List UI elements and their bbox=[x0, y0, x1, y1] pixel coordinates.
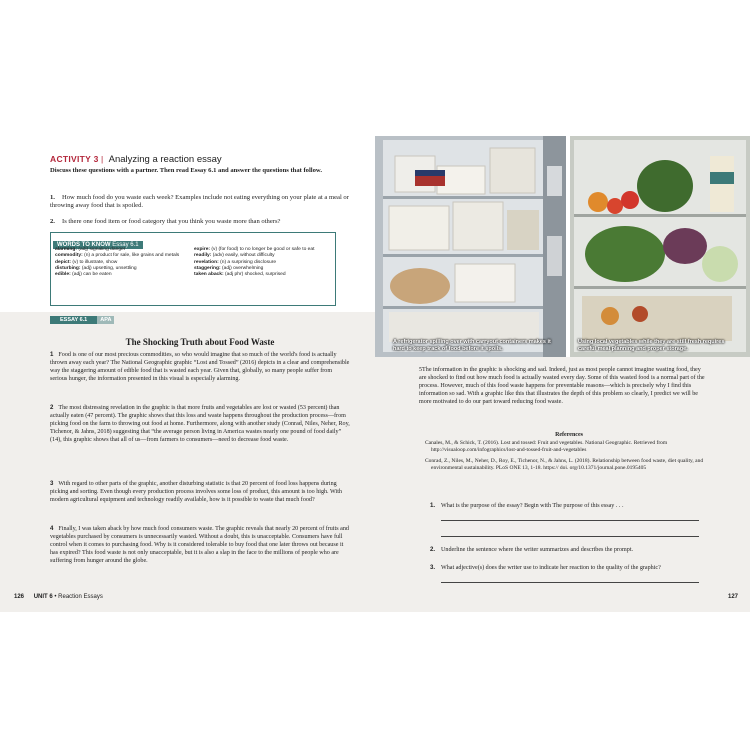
page-number-right: 127 bbox=[727, 594, 738, 600]
word-entry: expire: (v) (for food) to no longer be good or safe to eat bbox=[194, 247, 315, 252]
right-page bbox=[375, 136, 750, 612]
reference-entry: Canales, M., & Schick, T. (2016). Lost and tossed: Fruit and vegetables. National Geographic. Retrieved from http://visualoop.com/infographics/lost-and-tossed-fruit-and-vegetables bbox=[425, 440, 668, 453]
activity-heading: ACTIVITY 3 | Analyzing a reaction essay bbox=[50, 154, 222, 165]
refrigerator-photo-carryout bbox=[375, 136, 566, 357]
essay-paragraph: 3 With regard to other parts of the graphic, another disturbing statistic is that 20 percent of food loss happens during picking and sorting. Even though every production process involves some loss of product, this amount is too high. With modern agricultural equipment and technology readily available, how is it possible to waste that much food? bbox=[50, 480, 342, 504]
unit-label: UNIT 6 bbox=[33, 594, 53, 600]
fridge-image bbox=[375, 136, 566, 357]
page-footer-left bbox=[14, 594, 103, 600]
essay-paragraph: 4 Finally, I was taken aback by how much food consumers waste. The graphic reveals that nearly 20 percent of fruits and vegetables purchased by consumers is unnecessarily wasted. Without a doubt, this is unacceptable. Consumers have full control when it comes to purchasing food. Why is it considered tolerable to buy food that one later throws out because it has expired? This food waste is not only unacceptable, but it is also a slap in the face to the millions of people who are suffering from hunger around the globe. bbox=[50, 525, 349, 565]
word-entry: depict: (v) to illustrate, show bbox=[55, 259, 118, 265]
fridge-vegetables-image bbox=[570, 136, 750, 357]
word-entry: disturbing: (adj) upsetting, unsettling bbox=[55, 265, 137, 271]
word-entry: taken aback: (adj phr) shocked, surprised bbox=[194, 272, 286, 278]
word-entry: commodity: (n) a product for sale, like grains and metals bbox=[55, 253, 180, 259]
comprehension-question: 1. What is the purpose of the essay? Begin with The purpose of this essay . . . bbox=[430, 502, 624, 509]
answer-line[interactable] bbox=[441, 520, 699, 521]
word-entry: revelation: (n) a surprising disclosure bbox=[194, 259, 277, 265]
essay-paragraph: 5The information in the graphic is shocking and sad. Indeed, just as most people cannot imagine wasting food, they are shocked to find out how much food is actually wasted every day. Some of this wasted food is a normal part of the process. However, much of this food waste happens for preventable reasons—which is precisely why I find this information so sad. With a graphic like this that illustrates the depth of this problem so clearly, I predict we will be more motivated to do our part toward reducing food waste. bbox=[419, 367, 705, 406]
essay-paragraph: 1 Food is one of our most precious commodities, so who would imagine that so much of the world's food is actually thrown away each year? The National Geographic graphic “Lost and Tossed” (2016) depicts in a clear and comprehensible way the staggering amount of edible food that is wasted each year. Given that, globally, so many people suffer from serious hunger, the information presented in this visual is especially alarming. bbox=[50, 351, 350, 383]
essay-paragraph: 2 The most distressing revelation in the graphic is that more fruits and vegetables are lost or wasted (53 percent) than actually eaten (47 percent). The graphic shows that this loss and waste happens throughout the production process—from picking food on the farm to throwing out food at home. Furthermore, along with another study (Conrad, Niles, Neher, Roy, Tichenor, & Jahns, 2018) suggesting that “the average person living in America wastes nearly one pound of food daily” (14), this graphic shows that all of us—from farmers to consumers—need to decrease food waste. bbox=[50, 404, 350, 444]
references-title: References bbox=[555, 432, 583, 438]
comprehension-question: 3. What adjective(s) does the writer use to indicate her reaction to the quality of the graphic? bbox=[430, 564, 661, 571]
comprehension-question: 2. Underline the sentence where the writer summarizes and describes the prompt. bbox=[430, 546, 634, 553]
words-column-right bbox=[194, 247, 329, 278]
answer-line[interactable] bbox=[441, 536, 699, 537]
book-spread bbox=[0, 136, 750, 612]
word-entry: edible: (adj) can be eaten bbox=[55, 272, 112, 278]
left-page bbox=[0, 136, 375, 612]
words-column-left bbox=[55, 247, 190, 278]
essay-title: The Shocking Truth about Food Waste bbox=[125, 337, 275, 347]
reference-entry: Conrad, Z., Niles, M., Neher, D., Roy, E., Tichenor, N., & Jahns, L. (2018). Relationship between food waste, diet quality, and environmental sustainability. PLoS ONE 13, 1-18. https:// doi. org/10.1371/journal.pone.0195405 bbox=[425, 458, 704, 471]
activity-label: ACTIVITY 3 bbox=[50, 154, 99, 164]
word-entry: alarming: (adj) signaling danger bbox=[55, 247, 126, 252]
activity-title: Analyzing a reaction essay bbox=[108, 154, 222, 165]
essay-tag bbox=[50, 317, 114, 323]
photo-caption: Using local vegetables while they are still fresh requires careful meal planning and proper storage. bbox=[578, 339, 725, 352]
page-number: 126 bbox=[14, 594, 25, 600]
words-to-know-header: WORDS TO KNOW Essay 6.1 bbox=[53, 241, 143, 249]
word-entry: readily: (adv) easily, without difficulty bbox=[194, 253, 275, 259]
unit-title: • Reaction Essays bbox=[54, 594, 103, 600]
answer-line[interactable] bbox=[441, 582, 699, 583]
refrigerator-photo-vegetables bbox=[570, 136, 750, 357]
words-to-know-box bbox=[50, 232, 336, 306]
discussion-question: 2. Is there one food item or food category that you think you waste more than others? bbox=[50, 218, 281, 225]
photo-caption: A refrigerator spilling over with carryout containers makes it hard to keep track of food before it spoils. bbox=[393, 339, 551, 352]
essay-label: ESSAY 6.1 bbox=[50, 316, 97, 324]
activity-intro: Discuss these questions with a partner. Then read Essay 6.1 and answer the questions that follow. bbox=[50, 167, 322, 174]
word-entry: staggering: (adj) overwhelming bbox=[194, 265, 264, 271]
apa-badge: APA bbox=[97, 316, 114, 324]
discussion-question: 1. How much food do you waste each week? Examples include not eating everything on your plate at a meal or throwing away food that is spoiled. bbox=[50, 194, 349, 209]
